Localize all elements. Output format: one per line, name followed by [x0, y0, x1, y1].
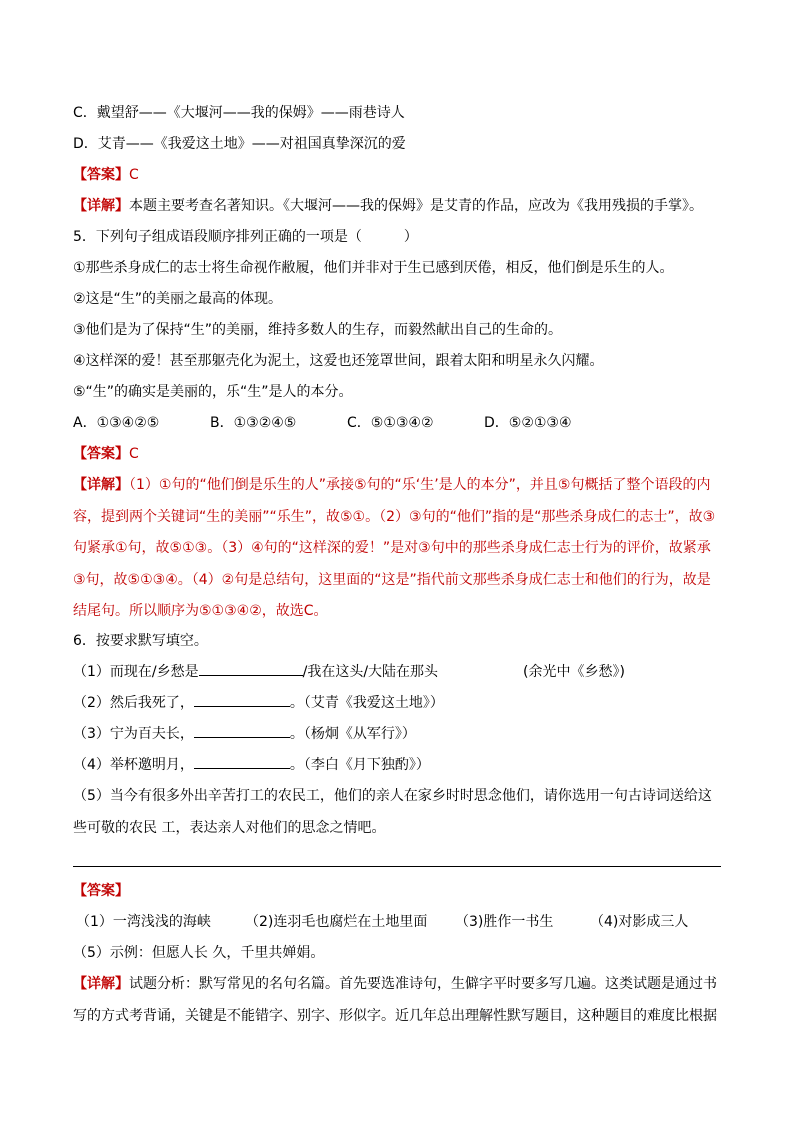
answer-blank — [194, 694, 290, 707]
q5-option-c: C．⑤①③④② — [347, 415, 434, 431]
detail-tag: 【详解】 — [73, 477, 129, 493]
detail-tag: 【详解】 — [73, 198, 129, 214]
q6-stem: 6．按要求默写填空。 — [73, 633, 208, 649]
item-suffix: 。（艾青《我爱这土地》） — [289, 695, 444, 711]
answer-tag: 【答案】 — [73, 446, 129, 462]
q6-answer-5: （5）示例：但愿人长 久，千里共婵娟。 — [73, 945, 325, 961]
answer-blank — [194, 756, 290, 769]
item-suffix: 。（李白《月下独酌》） — [289, 757, 430, 773]
q6-answer-3: （3)胜作一书生 — [455, 914, 554, 930]
q6-item-4 — [73, 755, 430, 775]
q5-sentence-2: ②这是“生”的美丽之最高的体现。 — [73, 291, 283, 307]
q5-option-d: D．⑤②①③④ — [484, 415, 572, 431]
item-suffix: /我在这头/大陆在那头 — [302, 664, 439, 680]
item-prefix: （1）而现在/乡愁是 — [73, 664, 199, 680]
answer-tag: 【答案】 — [73, 883, 129, 899]
q6-answer-tag — [73, 881, 129, 901]
detail-text: 本题主要考查名著知识。《大堰河——我的保姆》是艾青的作品，应改为《我用残损的手掌》。 — [129, 198, 703, 214]
q6-answer-2: （2)连羽毛也腐烂在土地里面 — [245, 914, 428, 930]
item-prefix: （3）宁为百夫长， — [73, 726, 194, 742]
detail-text: （1）①句的“他们倒是乐生的人”承接⑤句的“乐‘生’是人的本分”，并且⑤句概括了整个语段的内容，提到两个关键词“生的美丽”“乐生”，故⑤①。（2）③句的“他们”指的是“那些杀身成仁的志士”，故③句紧承①句，故⑤①③。（3）④句的“这样深的爱！”是对③句中的那些杀身成仁志士行为的评价，故紧承③句，故⑤①③④。（4）②句是总结句，这里面的“这是”指代前文那些杀身成仁志士和他们的行为，故是结尾句。所以顺序为⑤①③④②，故选C。 — [73, 477, 716, 619]
answer-tag: 【答案】 — [73, 167, 129, 183]
q6-detail — [73, 969, 723, 1032]
q6-item-1-source: (余光中《乡愁》) — [523, 664, 625, 680]
q5-stem: 5．下列句子组成语段顺序排列正确的一项是（ ） — [73, 229, 418, 245]
item-prefix: （2）然后我死了， — [73, 695, 194, 711]
q4-detail — [73, 196, 703, 216]
answer-value: C — [129, 446, 139, 462]
answer-blank — [194, 725, 290, 738]
q6-item-2 — [73, 693, 444, 713]
q6-answer-4: （4)对影成三人 — [590, 914, 689, 930]
q5-sentence-1: ①那些杀身成仁的志士将生命视作敝履，他们并非对于生已感到厌倦，相反，他们倒是乐生的人。 — [73, 260, 674, 276]
q6-item-5: （5）当今有很多外出辛苦打工的农民工，他们的亲人在家乡时时思念他们，请你选用一句古诗词送给这些可敬的农民 工，表达亲人对他们的思念之情吧。 — [73, 788, 712, 836]
q4-option-d: D．艾青——《我爱这土地》——对祖国真挚深沉的爱 — [73, 136, 406, 152]
answer-value: C — [129, 167, 139, 183]
q5-answer — [73, 444, 139, 464]
q5-sentence-3: ③他们是为了保持“生”的美丽，维持多数人的生存，而毅然献出自己的生命的。 — [73, 322, 563, 338]
q5-option-b: B．①③②④⑤ — [210, 415, 297, 431]
q4-answer — [73, 165, 139, 185]
section-divider — [73, 866, 721, 867]
q6-answer-1: （1）一湾浅浅的海峡 — [76, 914, 211, 930]
q6-item-3 — [73, 724, 416, 744]
q5-detail — [73, 470, 723, 628]
item-suffix: 。（杨炯《从军行》） — [289, 726, 416, 742]
q4-option-c: C．戴望舒——《大堰河——我的保姆》——雨巷诗人 — [73, 105, 405, 121]
q5-sentence-4: ④这样深的爱！甚至那躯壳化为泥土，这爱也还笼罩世间，跟着太阳和明星永久闪耀。 — [73, 353, 604, 369]
detail-tag: 【详解】 — [73, 976, 129, 992]
q6-item-1 — [73, 662, 438, 682]
item-prefix: （4）举杯邀明月， — [73, 757, 194, 773]
answer-blank — [199, 663, 303, 676]
detail-text: 试题分析：默写常见的名句名篇。首先要选准诗句，生僻字平时要多写几遍。这类试题是通过书写的方式考背诵，关键是不能错字、别字、形似字。近几年总出理解性默写题目，这种题目的难度比根据 — [73, 976, 717, 1024]
q5-sentence-5: ⑤“生”的确实是美丽的，乐“生”是人的本分。 — [73, 384, 353, 400]
q5-option-a: A．①③④②⑤ — [73, 415, 160, 431]
